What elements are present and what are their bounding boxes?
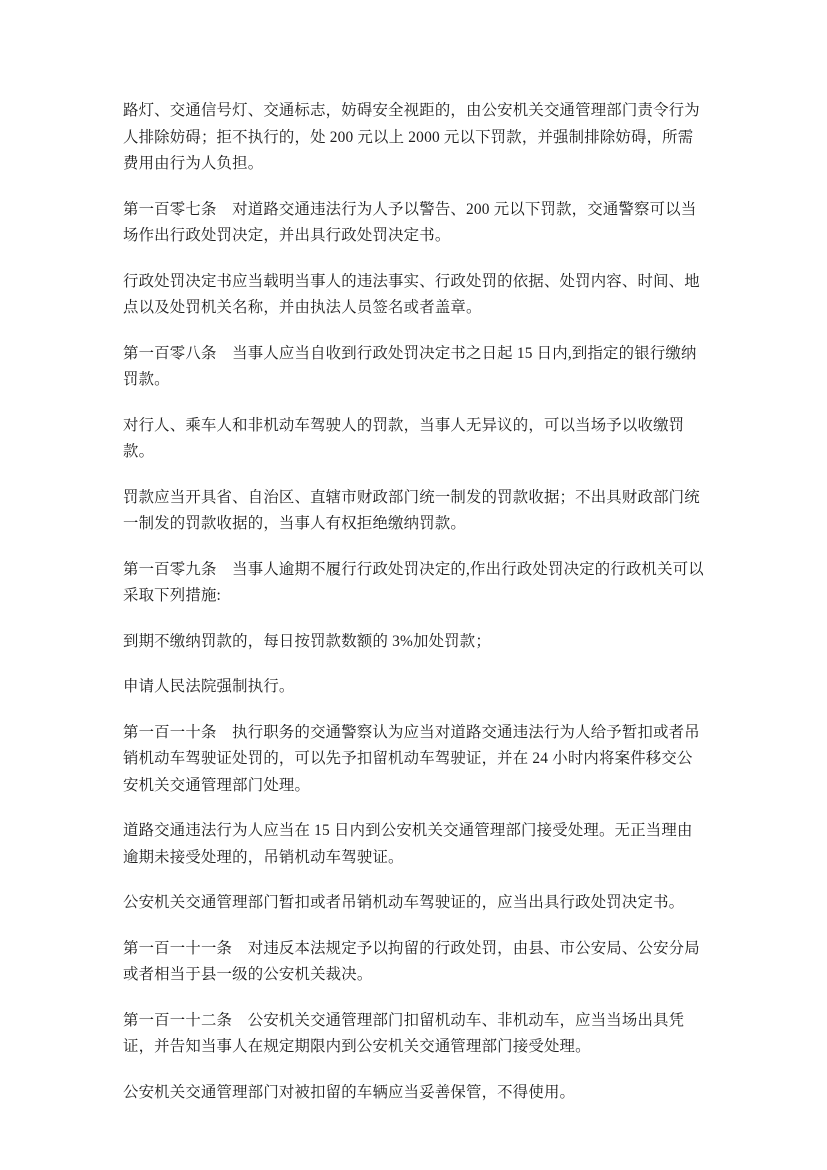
paragraph: 公安机关交通管理部门对被扣留的车辆应当妥善保管，不得使用。 — [123, 1083, 576, 1101]
paragraph: 申请人民法院强制执行。 — [123, 678, 295, 695]
paragraph-article-108: 第一百零八条 当事人应当自收到行政处罚决定书之日起 15 日内,到指定的银行缴纳罚款。 — [123, 344, 697, 388]
paragraph-article-111: 第一百一十一条 对违反本法规定予以拘留的行政处罚，由县、市公安局、公安分局或者相当于县一级的公安机关裁决。 — [123, 939, 700, 983]
paragraph: 道路交通违法行为人应当在 15 日内到公安机关交通管理部门接受处理。无正当理由逾期未接受处理的，吊销机动车驾驶证。 — [123, 822, 693, 866]
paragraph: 公安机关交通管理部门暂扣或者吊销机动车驾驶证的，应当出具行政处罚决定书。 — [123, 894, 685, 911]
paragraph: 路灯、交通信号灯、交通标志，妨碍安全视距的，由公安机关交通管理部门责令行为人排除妨碍；拒不执行的，处 200 元以上 2000 元以下罚款，并强制排除妨碍，所需费用由行为人负担。 — [123, 102, 700, 172]
document-page — [123, 98, 707, 1106]
paragraph-article-107: 第一百零七条 对道路交通违法行为人予以警告、200 元以下罚款，交通警察可以当场作出行政处罚决定，并出具行政处罚决定书。 — [123, 200, 697, 244]
paragraph: 到期不缴纳罚款的，每日按罚款数额的 3%加处罚款； — [123, 632, 491, 650]
paragraph-article-109: 第一百零九条 当事人逾期不履行行政处罚决定的,作出行政处罚决定的行政机关可以采取下列措施: — [123, 560, 704, 604]
paragraph: 行政处罚决定书应当载明当事人的违法事实、行政处罚的依据、处罚内容、时间、地点以及处罚机关名称，并由执法人员签名或者盖章。 — [123, 272, 700, 316]
paragraph: 罚款应当开具省、自治区、直辖市财政部门统一制发的罚款收据；不出具财政部门统一制发的罚款收据的，当事人有权拒绝缴纳罚款。 — [123, 488, 700, 532]
paragraph: 对行人、乘车人和非机动车驾驶人的罚款，当事人无异议的，可以当场予以收缴罚款。 — [123, 416, 685, 460]
paragraph-article-110: 第一百一十条 执行职务的交通警察认为应当对道路交通违法行为人给予暂扣或者吊销机动车驾驶证处罚的，可以先予扣留机动车驾驶证，并在 24 小时内将案件移交公安机关交通管理部门处理。 — [123, 723, 700, 794]
paragraph-article-112: 第一百一十二条 公安机关交通管理部门扣留机动车、非机动车，应当当场出具凭证，并告知当事人在规定期限内到公安机关交通管理部门接受处理。 — [123, 1011, 685, 1055]
